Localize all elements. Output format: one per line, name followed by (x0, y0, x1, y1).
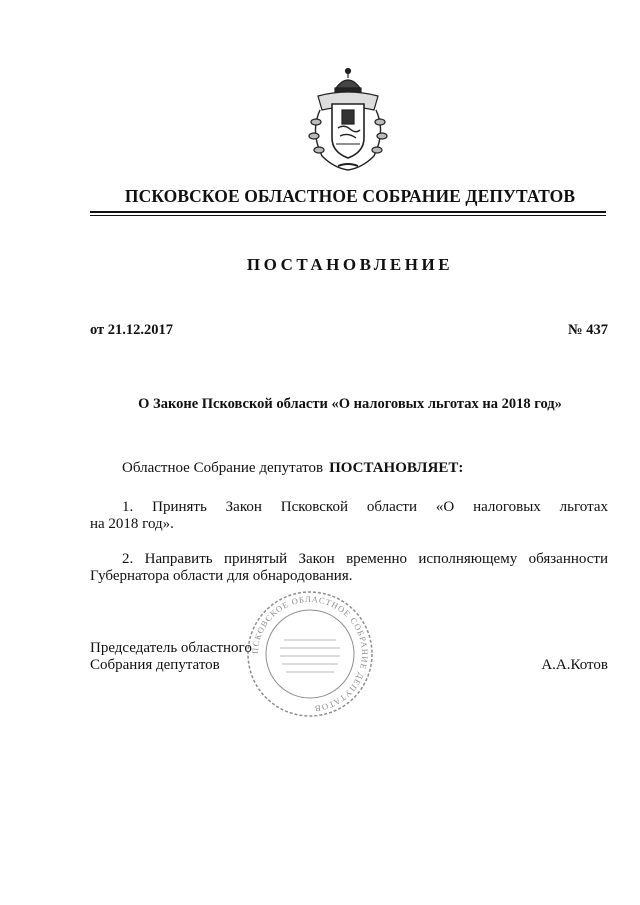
item-2-line-2: Губернатора области для обнародования. (90, 568, 353, 584)
header-rule-thick (90, 211, 606, 213)
word: временно (346, 551, 408, 567)
word: «О (435, 499, 455, 515)
resolution-intro (122, 460, 463, 477)
seal-text: ПСКОВСКОЕ ОБЛАСТНОЕ СОБРАНИЕ ДЕПУТАТОВ (249, 593, 371, 714)
coat-of-arms-icon (300, 66, 396, 176)
document-subject: О Законе Псковской области «О налоговых льготах на 2018 год» (138, 396, 562, 412)
word: льготах (559, 499, 608, 515)
word: Направить (144, 551, 213, 567)
word: Закон (298, 551, 335, 567)
word: области (366, 499, 417, 515)
svg-text:ПСКОВСКОЕ ОБЛАСТНОЕ СОБРАНИЕ Д (250, 594, 370, 714)
item-1-line-2: на 2018 год». (90, 516, 174, 532)
document-date: от 21.12.2017 (90, 322, 174, 338)
signer-title-line-1: Председатель областного (90, 640, 252, 656)
round-stamp-icon (244, 588, 376, 720)
item-2-line-1 (122, 551, 608, 568)
word: Псковской (280, 499, 348, 515)
word: Принять (152, 499, 207, 515)
word: исполняющему (418, 551, 518, 567)
document-number: № 437 (568, 322, 608, 338)
word: Закон (225, 499, 262, 515)
header-rule-thin (90, 215, 606, 216)
document-type: ПОСТАНОВЛЕНИЕ (246, 255, 454, 274)
organization-name: ПСКОВСКОЕ ОБЛАСТНОЕ СОБРАНИЕ ДЕПУТАТОВ (124, 186, 576, 206)
intro-bold: ПОСТАНОВЛЯЕТ: (329, 460, 464, 476)
word: 2. (122, 551, 134, 567)
word: налоговых (473, 499, 541, 515)
word: принятый (223, 551, 288, 567)
word: обязанности (528, 551, 608, 567)
word: 1. (122, 499, 134, 515)
signer-title-line-2: Собрания депутатов (90, 657, 220, 673)
intro-text: Областное Собрание депутатов (122, 460, 324, 476)
signer-name: А.А.Котов (541, 657, 608, 673)
item-1-line-1 (122, 499, 608, 516)
